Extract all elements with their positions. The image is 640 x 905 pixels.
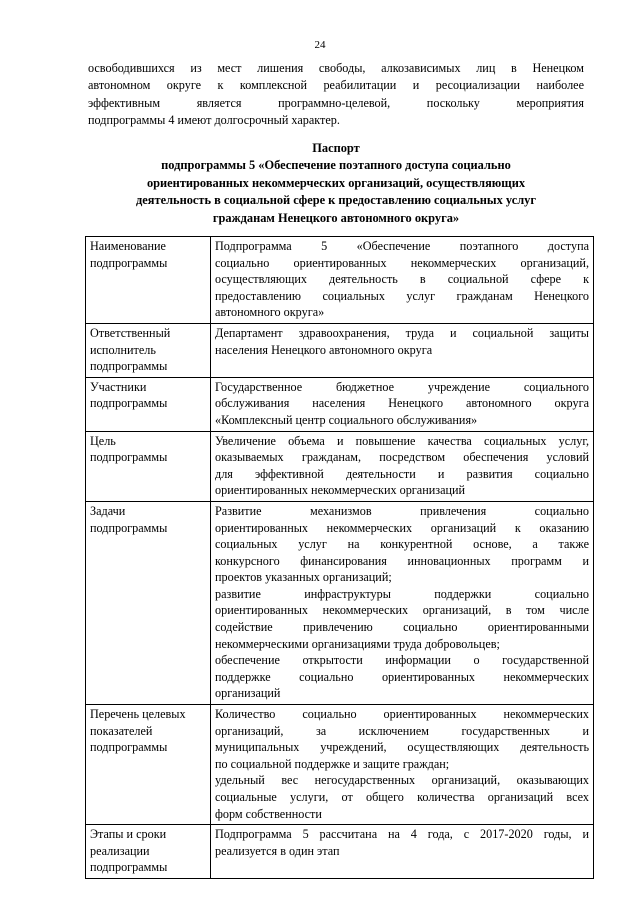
- row-content-line: осуществляющих деятельность в социальной сфере к: [215, 272, 589, 287]
- row-content-cell: [211, 377, 594, 431]
- row-content-line: реализуется в один этап: [215, 843, 340, 858]
- page-number: 24: [314, 39, 326, 51]
- row-label-line: Этапы и сроки: [90, 827, 167, 842]
- passport-heading: [88, 140, 584, 227]
- table-row: [86, 825, 594, 879]
- row-content-cell: [211, 705, 594, 825]
- row-label-line: подпрограммы: [90, 359, 168, 374]
- row-label-cell: [86, 501, 211, 704]
- row-content-line: оказываемых гражданам, посредством обеспечения условий: [215, 450, 589, 465]
- row-content-line: автономного округа»: [215, 305, 325, 320]
- row-content-cell: [211, 323, 594, 377]
- intro-line: автономном округе к комплексной реабилитации и ресоциализации наиболее: [88, 78, 584, 93]
- row-content-line: Государственное бюджетное учреждение социального: [215, 379, 589, 394]
- row-content-line: социальных услуг на конкурентной основе, а также: [215, 537, 589, 552]
- row-label-line: подпрограммы: [90, 520, 168, 535]
- table-row: [86, 237, 594, 324]
- row-content-line: Подпрограмма 5 «Обеспечение поэтапного доступа: [215, 239, 589, 253]
- row-content-line: ориентированных некоммерческих организаций: [215, 483, 466, 498]
- row-content-line: Развитие механизмов привлечения социально: [215, 503, 589, 518]
- row-content-line: Количество социально ориентированных некоммерческих: [215, 707, 589, 722]
- intro-line: подпрограммы 4 имеют долгосрочный характер.: [88, 113, 340, 128]
- row-content-line: «Комплексный центр социального обслуживания»: [215, 412, 478, 427]
- row-content-line: обслуживания населения Ненецкого автономного округа: [215, 396, 589, 411]
- row-label-cell: [86, 431, 211, 501]
- row-content-line: проектов указанных организаций;: [215, 570, 392, 585]
- row-content-line: ориентированных некоммерческих организаций, в том числе: [215, 603, 589, 618]
- row-label-cell: [86, 323, 211, 377]
- heading-line: гражданам Ненецкого автономного округа»: [212, 210, 460, 225]
- row-content-line: организаций, за исключением государственных и: [215, 723, 589, 738]
- table-row: [86, 705, 594, 825]
- row-content-line: обеспечение открытости информации о государственной: [215, 653, 589, 668]
- heading-title: Паспорт: [312, 141, 360, 155]
- row-content-line: социальные услуги, от общего количества организаций всех: [215, 790, 589, 804]
- row-content-line: ориентированных некоммерческих организаций к оказанию: [215, 520, 589, 535]
- row-content-line: по социальной поддержке и защите граждан;: [215, 756, 450, 771]
- table-row: [86, 431, 594, 501]
- row-label-cell: [86, 377, 211, 431]
- passport-table: [85, 236, 594, 879]
- row-content-line: организаций: [215, 686, 281, 701]
- row-content-line: конкурсного финансирования инновационных программ и: [215, 553, 589, 568]
- intro-paragraph: [88, 60, 584, 130]
- passport-table-body: [86, 237, 594, 879]
- row-label-line: реализации: [90, 843, 150, 858]
- table-row: [86, 377, 594, 431]
- row-content-line: удельный вес негосударственных организаций, оказывающих: [215, 773, 589, 788]
- heading-line: деятельность в социальной сфере к предоставлению социальных услуг: [136, 193, 536, 208]
- row-content-cell: [211, 825, 594, 879]
- intro-line: эффективным является программно-целевой, поскольку мероприятия: [88, 95, 584, 110]
- row-content-cell: [211, 501, 594, 704]
- row-label-line: подпрограммы: [90, 740, 168, 755]
- row-content-line: поддержке социально ориентированных некоммерческих: [215, 669, 589, 684]
- table-row: [86, 323, 594, 377]
- row-label-line: подпрограммы: [90, 860, 168, 875]
- row-label-line: Задачи: [90, 503, 126, 518]
- row-label-cell: [86, 705, 211, 825]
- row-label-line: Наименование: [90, 239, 166, 253]
- row-label-line: исполнитель: [90, 342, 156, 357]
- row-label-line: Ответственный: [90, 325, 171, 340]
- row-content-line: некоммерческими организациями труда добровольцев;: [215, 636, 500, 651]
- row-content-line: социально ориентированных некоммерческих организаций,: [215, 255, 589, 270]
- row-content-line: развитие инфраструктуры поддержки социально: [215, 586, 589, 601]
- row-label-cell: [86, 825, 211, 879]
- row-content-line: содействие привлечению социально ориентированными: [215, 620, 589, 635]
- row-label-line: подпрограммы: [90, 396, 168, 411]
- table-row: [86, 501, 594, 704]
- row-content-line: населения Ненецкого автономного округа: [215, 342, 433, 357]
- row-content-line: муниципальных учреждений, осуществляющих деятельность: [215, 740, 589, 755]
- row-label-line: Перечень целевых: [90, 707, 186, 722]
- row-content-line: Департамент здравоохранения, труда и социальной защиты: [215, 325, 589, 340]
- row-label-line: Цель: [90, 433, 116, 448]
- heading-line: ориентированных некоммерческих организаций, осуществляющих: [146, 175, 526, 190]
- row-label-cell: [86, 237, 211, 324]
- row-content-line: Подпрограмма 5 рассчитана на 4 года, с 2017-2020 годы, и: [215, 827, 589, 842]
- row-label-line: подпрограммы: [90, 450, 168, 465]
- row-label-line: Участники: [90, 379, 147, 394]
- row-content-line: Увеличение объема и повышение качества социальных услуг,: [215, 433, 589, 448]
- row-content-cell: [211, 431, 594, 501]
- intro-line: освободившихся из мест лишения свободы, алкозависимых лиц в Ненецком: [88, 61, 584, 75]
- row-label-line: показателей: [90, 723, 153, 738]
- row-content-line: предоставлению социальных услуг гражданам Ненецкого: [215, 288, 589, 303]
- row-content-line: для эффективной деятельности и развития социально: [215, 466, 589, 481]
- row-content-cell: [211, 237, 594, 324]
- row-content-line: форм собственности: [215, 806, 322, 821]
- heading-line: подпрограммы 5 «Обеспечение поэтапного доступа социально: [161, 158, 511, 173]
- row-label-line: подпрограммы: [90, 255, 168, 270]
